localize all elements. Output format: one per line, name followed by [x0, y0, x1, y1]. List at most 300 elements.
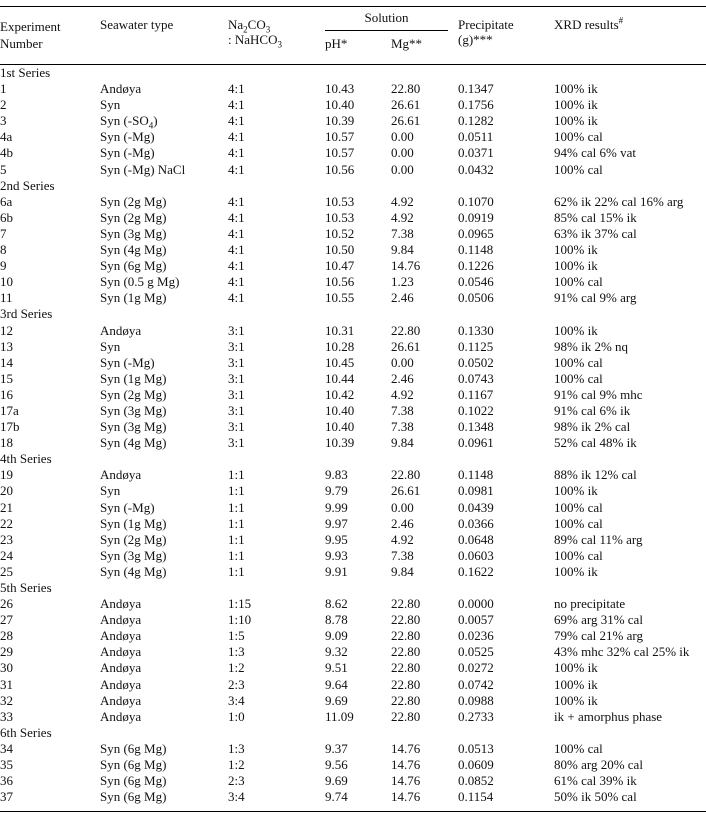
table-row — [0, 693, 706, 709]
ratio-cell: 4:1 — [228, 145, 245, 161]
mg-cell: 22.80 — [391, 467, 421, 483]
experiment-number-header-line1: Experiment — [0, 19, 61, 34]
experiment-number-cell: 30 — [0, 660, 13, 676]
ratio-cell: 4:1 — [228, 193, 245, 209]
precipitate-cell: 0.0513 — [458, 740, 494, 756]
seawater-type-cell: Andøya — [100, 612, 142, 628]
ph-cell: 10.45 — [325, 354, 355, 370]
ph-cell: 9.95 — [325, 531, 348, 547]
precipitate-cell: 0.0432 — [458, 161, 494, 177]
seawater-type-cell: Syn (6g Mg) — [100, 789, 228, 812]
precipitate-cell: 0.0502 — [458, 354, 494, 370]
table-row — [0, 660, 706, 676]
experiment-number-cell: 15 — [0, 370, 13, 386]
xrd-result-cell: 62% ik 22% cal 16% arg — [554, 193, 684, 209]
experiment-number-cell: 36 — [0, 773, 13, 789]
experiment-number-cell: 12 — [0, 322, 13, 338]
mg-cell: 4.92 — [391, 531, 414, 547]
table-row — [0, 789, 706, 812]
precipitate-cell: 0.0742 — [458, 676, 494, 692]
seawater-type-cell: Andøya — [100, 81, 142, 97]
series-title: 2nd Series — [0, 177, 55, 193]
seawater-type-cell: Syn (4g Mg) — [100, 435, 167, 451]
ph-cell: 10.52 — [325, 225, 355, 241]
ratio-cell: 1:1 — [228, 467, 245, 483]
experiment-number-cell: 28 — [0, 628, 13, 644]
table-row — [0, 323, 706, 339]
xrd-result-cell: 98% ik 2% nq — [554, 338, 629, 354]
mg-cell: 22.80 — [391, 676, 421, 692]
ph-header — [325, 34, 391, 65]
experiment-number-cell: 9 — [0, 258, 7, 274]
xrd-result-cell: 91% cal 9% mhc — [554, 386, 643, 402]
precipitate-header-line1: Precipitate — [458, 17, 514, 32]
mg-header — [391, 34, 458, 65]
ph-cell: 10.44 — [325, 370, 355, 386]
xrd-result-cell: 100% cal — [554, 740, 603, 756]
precipitate-header-line2: (g)*** — [458, 32, 493, 47]
seawater-type-cell: Syn (-Mg) — [100, 129, 155, 145]
precipitate-cell: 0.0603 — [458, 547, 494, 563]
ph-cell: 9.37 — [325, 740, 348, 756]
precipitate-cell: 0.0852 — [458, 773, 494, 789]
xrd-result-cell: 100% ik — [554, 660, 598, 676]
xrd-result-cell: 100% cal — [554, 547, 603, 563]
seawater-type-cell: Syn (-Mg) — [100, 499, 155, 515]
table-row — [0, 113, 706, 129]
xrd-header-label: XRD results — [554, 17, 619, 32]
ph-cell: 9.69 — [325, 692, 348, 708]
ratio-cell: 4:1 — [228, 242, 245, 258]
ratio-cell: 1:3 — [228, 644, 245, 660]
table-row — [0, 757, 706, 773]
mg-header-label: Mg** — [391, 36, 423, 51]
experiment-number-cell: 3 — [0, 113, 7, 129]
xrd-result-cell: 91% cal 6% ik — [554, 402, 631, 418]
seawater-type-cell: Syn — [100, 483, 121, 499]
seawater-type-cell: Syn (0.5 g Mg) — [100, 274, 180, 290]
precipitate-cell: 0.0272 — [458, 660, 494, 676]
xrd-result-cell: 100% ik — [554, 242, 598, 258]
table-row — [0, 516, 706, 532]
mg-cell: 22.80 — [391, 644, 421, 660]
mg-cell: 9.84 — [391, 435, 414, 451]
mg-cell: 22.80 — [391, 612, 421, 628]
xrd-header — [554, 17, 706, 48]
table-row — [0, 677, 706, 693]
mg-cell: 0.00 — [391, 354, 414, 370]
seawater-type-cell: Syn — [100, 338, 121, 354]
experiment-number-cell: 31 — [0, 676, 13, 692]
experiment-number-cell: 10 — [0, 274, 13, 290]
xrd-result-cell: 100% ik — [554, 81, 598, 97]
precipitate-cell: 0.0511 — [458, 129, 494, 145]
xrd-result-cell: 100% cal — [554, 274, 603, 290]
seawater-type-cell: Syn (3g Mg) — [100, 225, 167, 241]
xrd-result-cell: 100% ik — [554, 483, 598, 499]
experiment-number-cell: 6a — [0, 193, 13, 209]
mg-cell: 7.38 — [391, 547, 414, 563]
precipitate-cell: 0.1148 — [458, 467, 494, 483]
table-row — [0, 226, 706, 242]
mg-cell: 1.23 — [391, 274, 414, 290]
table-row — [0, 129, 706, 145]
seawater-type-cell: Andøya — [100, 322, 142, 338]
ph-cell: 10.40 — [325, 402, 355, 418]
experiment-number-header-bottom — [0, 34, 100, 65]
precipitate-cell: 0.0609 — [458, 757, 494, 773]
precipitate-cell: 0.0000 — [458, 596, 494, 612]
ph-cell: 10.40 — [325, 419, 355, 435]
mg-cell: 22.80 — [391, 692, 421, 708]
seawater-type-cell: Syn (3g Mg) — [100, 547, 167, 563]
series-title: 1st Series — [0, 65, 51, 80]
precipitate-cell: 0.0236 — [458, 628, 494, 644]
series-row — [0, 65, 706, 82]
series-title: 4th Series — [0, 451, 52, 467]
ph-cell: 10.28 — [325, 338, 355, 354]
series-row — [0, 306, 706, 322]
experiment-number-header-line2: Number — [0, 36, 43, 51]
ph-cell: 8.62 — [325, 596, 348, 612]
ratio-cell: 4:1 — [228, 161, 245, 177]
xrd-result-cell: 80% arg 20% cal — [554, 757, 643, 773]
precipitate-cell: 0.0057 — [458, 612, 494, 628]
mg-cell: 14.76 — [391, 773, 421, 789]
table-row — [0, 500, 706, 516]
mg-cell: 26.61 — [391, 113, 421, 129]
mg-cell: 14.76 — [391, 789, 458, 812]
table-row — [0, 628, 706, 644]
ph-cell: 9.69 — [325, 773, 348, 789]
xrd-result-cell: 43% mhc 32% cal 25% ik — [554, 644, 690, 660]
table-row — [0, 371, 706, 387]
seawater-type-cell: Andøya — [100, 628, 142, 644]
experiment-number-cell: 6b — [0, 209, 13, 225]
ph-cell: 10.50 — [325, 242, 355, 258]
experiment-number-cell: 8 — [0, 242, 7, 258]
table-row — [0, 145, 706, 161]
mg-cell: 7.38 — [391, 419, 414, 435]
table-row — [0, 564, 706, 580]
xrd-result-cell: 94% cal 6% vat — [554, 145, 636, 161]
xrd-result-cell: 100% cal — [554, 515, 603, 531]
experiment-number-cell: 29 — [0, 644, 13, 660]
seawater-type-cell: Andøya — [100, 596, 142, 612]
experiment-number-cell: 35 — [0, 757, 13, 773]
table-row — [0, 435, 706, 451]
ratio-cell: 2:3 — [228, 773, 245, 789]
experiment-number-cell: 20 — [0, 483, 13, 499]
ratio-cell: 3:1 — [228, 419, 245, 435]
ph-cell: 9.64 — [325, 676, 348, 692]
table-row — [0, 242, 706, 258]
table-row — [0, 467, 706, 483]
mg-cell: 26.61 — [391, 97, 421, 113]
seawater-type-header — [100, 17, 228, 48]
experiment-number-cell: 23 — [0, 531, 13, 547]
seawater-type-cell: Andøya — [100, 692, 142, 708]
ph-cell: 10.57 — [325, 129, 355, 145]
mg-cell: 2.46 — [391, 290, 414, 306]
experiment-number-cell: 24 — [0, 547, 13, 563]
ratio-cell: 4:1 — [228, 129, 245, 145]
ratio-cell: 3:4 — [228, 789, 325, 812]
precipitate-cell: 0.0988 — [458, 692, 494, 708]
experiment-number-cell: 11 — [0, 290, 13, 306]
ph-cell: 9.79 — [325, 483, 348, 499]
table-row — [0, 483, 706, 499]
xrd-result-cell: 52% cal 48% ik — [554, 435, 637, 451]
mg-cell: 0.00 — [391, 499, 414, 515]
xrd-result-cell: 98% ik 2% cal — [554, 419, 631, 435]
ratio-cell: 3:4 — [228, 692, 245, 708]
ratio-cell: 4:1 — [228, 97, 245, 113]
xrd-result-cell: no precipitate — [554, 596, 626, 612]
xrd-result-cell: 100% cal — [554, 129, 603, 145]
series-title: 5th Series — [0, 580, 52, 595]
experiment-number-header — [0, 7, 100, 35]
xrd-result-cell: 50% ik 50% cal — [554, 789, 706, 812]
experiment-number-cell: 4a — [0, 129, 13, 145]
mg-cell: 14.76 — [391, 258, 421, 274]
table-row — [0, 387, 706, 403]
solution-header — [325, 7, 458, 35]
ratio-header-line1: $Na_2CO_3$ — [228, 17, 271, 35]
solution-header-label: Solution — [325, 10, 448, 31]
ph-cell: 10.53 — [325, 193, 355, 209]
ph-cell: 9.91 — [325, 563, 348, 579]
experiment-number-cell: 13 — [0, 338, 13, 354]
seawater-type-cell: Syn — [100, 97, 121, 113]
ph-cell: 9.93 — [325, 547, 348, 563]
experiment-number-cell: 26 — [0, 596, 13, 612]
table-row — [0, 355, 706, 371]
table-row — [0, 709, 706, 725]
series-row — [0, 451, 706, 467]
mg-cell: 2.46 — [391, 370, 414, 386]
ratio-cell: 1:1 — [228, 499, 245, 515]
ph-cell: 9.99 — [325, 499, 348, 515]
ratio-cell: 3:1 — [228, 322, 245, 338]
seawater-type-cell: Syn (1g Mg) — [100, 370, 167, 386]
ph-header-label: pH* — [325, 36, 348, 51]
precipitate-cell: 0.1167 — [458, 386, 494, 402]
experiment-number-cell: 34 — [0, 740, 13, 756]
mg-cell: 4.92 — [391, 209, 414, 225]
seawater-type-cell: Andøya — [100, 708, 142, 724]
ratio-header — [228, 17, 325, 48]
table-row — [0, 339, 706, 355]
seawater-type-cell: Syn (-Mg) — [100, 354, 155, 370]
table-row — [0, 612, 706, 628]
mg-cell: 14.76 — [391, 757, 421, 773]
xrd-result-cell: 91% cal 9% arg — [554, 290, 637, 306]
table-row — [0, 403, 706, 419]
xrd-header-footnote-mark: # — [618, 15, 624, 26]
ph-cell: 10.53 — [325, 209, 355, 225]
results-table — [0, 6, 706, 812]
table-row — [0, 258, 706, 274]
seawater-type-cell: Syn $(-SO_4)$ — [100, 113, 158, 131]
precipitate-cell: 0.0965 — [458, 225, 494, 241]
ph-cell: 10.39 — [325, 113, 355, 129]
seawater-type-cell: Syn (2g Mg) — [100, 531, 167, 547]
mg-cell: 0.00 — [391, 145, 414, 161]
mg-cell: 22.80 — [391, 660, 421, 676]
ratio-header-line2: : NaHCO$_3$ — [228, 32, 282, 50]
ratio-cell: 3:1 — [228, 386, 245, 402]
ratio-cell: 1:0 — [228, 708, 245, 724]
table-row — [0, 210, 706, 226]
table-row — [0, 548, 706, 564]
ph-cell: 9.74 — [325, 789, 391, 812]
xrd-result-cell: 100% cal — [554, 499, 603, 515]
ph-cell: 10.47 — [325, 258, 355, 274]
seawater-type-cell: Andøya — [100, 676, 142, 692]
xrd-result-cell: 85% cal 15% ik — [554, 209, 637, 225]
series-title: 6th Series — [0, 724, 52, 740]
table-row — [0, 274, 706, 290]
seawater-type-cell: Syn (3g Mg) — [100, 419, 167, 435]
mg-cell: 26.61 — [391, 483, 421, 499]
ph-cell: 9.51 — [325, 660, 348, 676]
precipitate-header — [458, 17, 554, 48]
seawater-type-cell: Syn (6g Mg) — [100, 773, 167, 789]
series-row — [0, 725, 706, 741]
mg-cell: 22.80 — [391, 628, 421, 644]
ph-cell: 10.56 — [325, 274, 355, 290]
ph-cell: 10.55 — [325, 290, 355, 306]
precipitate-cell: 0.0371 — [458, 145, 494, 161]
mg-cell: 14.76 — [391, 740, 421, 756]
seawater-type-cell: Syn (3g Mg) — [100, 402, 167, 418]
precipitate-cell: 0.1148 — [458, 242, 494, 258]
experiment-number-cell: 2 — [0, 97, 7, 113]
xrd-result-cell: 88% ik 12% cal — [554, 467, 637, 483]
seawater-type-cell: Syn (4g Mg) — [100, 242, 167, 258]
ph-cell: 10.39 — [325, 435, 355, 451]
xrd-result-cell: ik + amorphus phase — [554, 708, 663, 724]
ratio-cell: 1:2 — [228, 660, 245, 676]
experiment-number-cell: 4b — [0, 145, 13, 161]
precipitate-cell: 0.0506 — [458, 290, 494, 306]
table-row — [0, 644, 706, 660]
ph-cell: 9.56 — [325, 757, 348, 773]
experiment-number-cell: 1 — [0, 81, 7, 97]
ratio-cell: 4:1 — [228, 290, 245, 306]
seawater-type-cell: Syn (-Mg) NaCl — [100, 161, 186, 177]
experiment-number-cell: 21 — [0, 499, 13, 515]
ratio-cell: 3:1 — [228, 435, 245, 451]
ratio-cell: 3:1 — [228, 402, 245, 418]
experiment-number-cell: 25 — [0, 563, 13, 579]
mg-cell: 2.46 — [391, 515, 414, 531]
ratio-cell: 1:1 — [228, 483, 245, 499]
ratio-cell: 1:3 — [228, 740, 245, 756]
seawater-type-cell: Andøya — [100, 467, 142, 483]
xrd-result-cell: 100% ik — [554, 97, 598, 113]
mg-cell: 9.84 — [391, 563, 414, 579]
table-body — [0, 65, 706, 812]
precipitate-cell: 0.0366 — [458, 515, 494, 531]
precipitate-cell: 0.1022 — [458, 402, 494, 418]
precipitate-cell: 0.0743 — [458, 370, 494, 386]
xrd-result-cell: 63% ik 37% cal — [554, 225, 637, 241]
xrd-result-cell: 100% ik — [554, 692, 598, 708]
precipitate-cell: 0.0981 — [458, 483, 494, 499]
table-row — [0, 419, 706, 435]
mg-cell: 7.38 — [391, 402, 414, 418]
ratio-cell: 3:1 — [228, 338, 245, 354]
series-row — [0, 580, 706, 596]
mg-cell: 26.61 — [391, 338, 421, 354]
ratio-cell: 1:5 — [228, 628, 245, 644]
ratio-cell: 4:1 — [228, 258, 245, 274]
seawater-type-cell: Syn (2g Mg) — [100, 386, 167, 402]
ph-cell: 11.09 — [325, 708, 354, 724]
seawater-type-cell: Syn (-Mg) — [100, 145, 155, 161]
mg-cell: 22.80 — [391, 708, 421, 724]
ratio-cell: 2:3 — [228, 676, 245, 692]
precipitate-cell: 0.1070 — [458, 193, 494, 209]
experiment-number-cell: 7 — [0, 225, 7, 241]
mg-cell: 9.84 — [391, 242, 414, 258]
ratio-cell: 4:1 — [228, 209, 245, 225]
series-row — [0, 178, 706, 194]
mg-cell: 4.92 — [391, 386, 414, 402]
xrd-result-cell: 100% ik — [554, 563, 598, 579]
ph-cell: 10.31 — [325, 322, 355, 338]
seawater-type-cell: Syn (4g Mg) — [100, 563, 167, 579]
table-row — [0, 741, 706, 757]
ratio-cell: 4:1 — [228, 113, 245, 129]
xrd-result-cell: 100% cal — [554, 370, 603, 386]
ratio-cell: 1:15 — [228, 596, 252, 612]
ratio-cell: 3:1 — [228, 370, 245, 386]
table-header — [0, 7, 706, 65]
seawater-type-cell: Syn (6g Mg) — [100, 258, 167, 274]
table-row — [0, 773, 706, 789]
ratio-cell: 4:1 — [228, 225, 245, 241]
ratio-cell: 1:1 — [228, 563, 245, 579]
xrd-result-cell: 89% cal 11% arg — [554, 531, 643, 547]
xrd-result-cell: 100% ik — [554, 322, 598, 338]
ph-cell: 10.43 — [325, 81, 355, 97]
seawater-type-cell: Syn (2g Mg) — [100, 209, 167, 225]
precipitate-cell: 0.1622 — [458, 563, 494, 579]
ph-cell: 10.56 — [325, 161, 355, 177]
precipitate-cell: 0.2733 — [458, 708, 494, 724]
xrd-result-cell: 79% cal 21% arg — [554, 628, 643, 644]
ratio-cell: 4:1 — [228, 274, 245, 290]
ratio-cell: 4:1 — [228, 81, 245, 97]
experiment-number-cell: 17b — [0, 419, 20, 435]
mg-cell: 7.38 — [391, 225, 414, 241]
experiment-number-cell: 17a — [0, 402, 19, 418]
series-title: 3rd Series — [0, 306, 53, 322]
mg-cell: 0.00 — [391, 129, 414, 145]
experiment-number-cell: 33 — [0, 708, 13, 724]
precipitate-cell: 0.0439 — [458, 499, 494, 515]
precipitate-cell: 0.1154 — [458, 789, 554, 812]
table-row — [0, 596, 706, 612]
xrd-result-cell: 100% cal — [554, 354, 603, 370]
seawater-type-cell: Syn (6g Mg) — [100, 757, 167, 773]
precipitate-cell: 0.0525 — [458, 644, 494, 660]
precipitate-cell: 0.1282 — [458, 113, 494, 129]
mg-cell: 22.80 — [391, 81, 421, 97]
